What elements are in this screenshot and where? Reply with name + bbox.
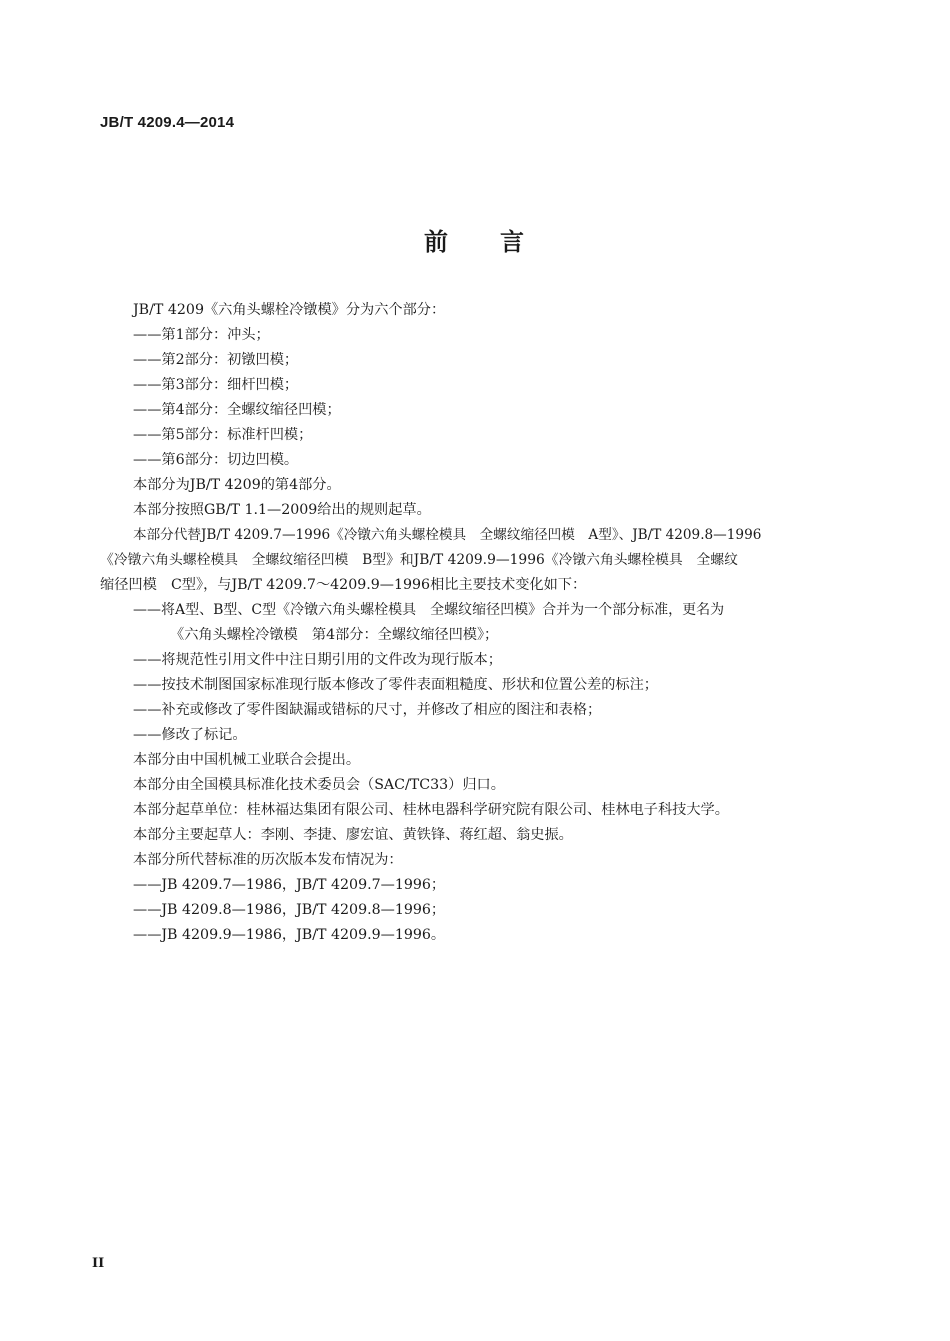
page-number: II [92, 1256, 105, 1271]
text-line: 本部分为JB/T 4209的第4部分。 [133, 477, 341, 493]
page-title [0, 222, 950, 257]
text-line: 本部分由中国机械工业联合会提出。 [133, 752, 361, 768]
list-item: ——修改了标记。 [133, 727, 247, 743]
text-line: 本部分主要起草人：李刚、李捷、廖宏谊、黄铁锋、蒋红超、翁史振。 [133, 827, 573, 843]
document-number: JB/T 4209.4—2014 [100, 114, 235, 131]
list-item: ——按技术制图国家标准现行版本修改了零件表面粗糙度、形状和位置公差的标注； [133, 677, 658, 693]
list-item: ——第5部分：标准杆凹模； [133, 427, 313, 443]
list-item: ——JB 4209.9—1986，JB/T 4209.9—1996。 [133, 927, 446, 943]
text-line: 《冷镦六角头螺栓模具 全螺纹缩径凹模 B型》和JB/T 4209.9—1996《冷镦六角头螺栓模具 全螺纹 [100, 552, 738, 568]
list-item: ——将A型、B型、C型《冷镦六角头螺栓模具 全螺纹缩径凹模》合并为一个部分标准，更名为 [133, 602, 725, 618]
title-char-1: 前 [424, 227, 450, 256]
text-line: 本部分代替JB/T 4209.7—1996《冷镦六角头螺栓模具 全螺纹缩径凹模 A型》、JB/T 4209.8—1996 [133, 527, 762, 543]
text-line: 本部分按照GB/T 1.1—2009给出的规则起草。 [133, 502, 431, 518]
text-line: 本部分起草单位：桂林福达集团有限公司、桂林电器科学研究院有限公司、桂林电子科技大学。 [133, 802, 729, 818]
text-line: 缩径凹模 C型》，与JB/T 4209.7～4209.9—1996相比主要技术变化如下： [100, 577, 587, 593]
list-item: ——将规范性引用文件中注日期引用的文件改为现行版本； [133, 652, 502, 668]
text-line: JB/T 4209《六角头螺栓冷镦模》分为六个部分： [133, 302, 446, 318]
list-item: ——第1部分：冲头； [133, 327, 270, 343]
list-item: ——第2部分：初镦凹模； [133, 352, 299, 368]
list-item-continuation: 《六角头螺栓冷镦模 第4部分：全螺纹缩径凹模》； [170, 627, 499, 643]
text-line: 本部分由全国模具标准化技术委员会（SAC/TC33）归口。 [133, 777, 505, 793]
text-line: 本部分所代替标准的历次版本发布情况为： [133, 852, 403, 868]
list-item: ——第3部分：细杆凹模； [133, 377, 299, 393]
list-item: ——JB 4209.7—1986，JB/T 4209.7—1996； [133, 877, 446, 893]
list-item: ——第4部分：全螺纹缩径凹模； [133, 402, 341, 418]
list-item: ——JB 4209.8—1986，JB/T 4209.8—1996； [133, 902, 446, 918]
list-item: ——补充或修改了零件图缺漏或错标的尺寸，并修改了相应的图注和表格； [133, 702, 602, 718]
list-item: ——第6部分：切边凹模。 [133, 452, 299, 468]
title-char-2: 言 [500, 227, 526, 256]
